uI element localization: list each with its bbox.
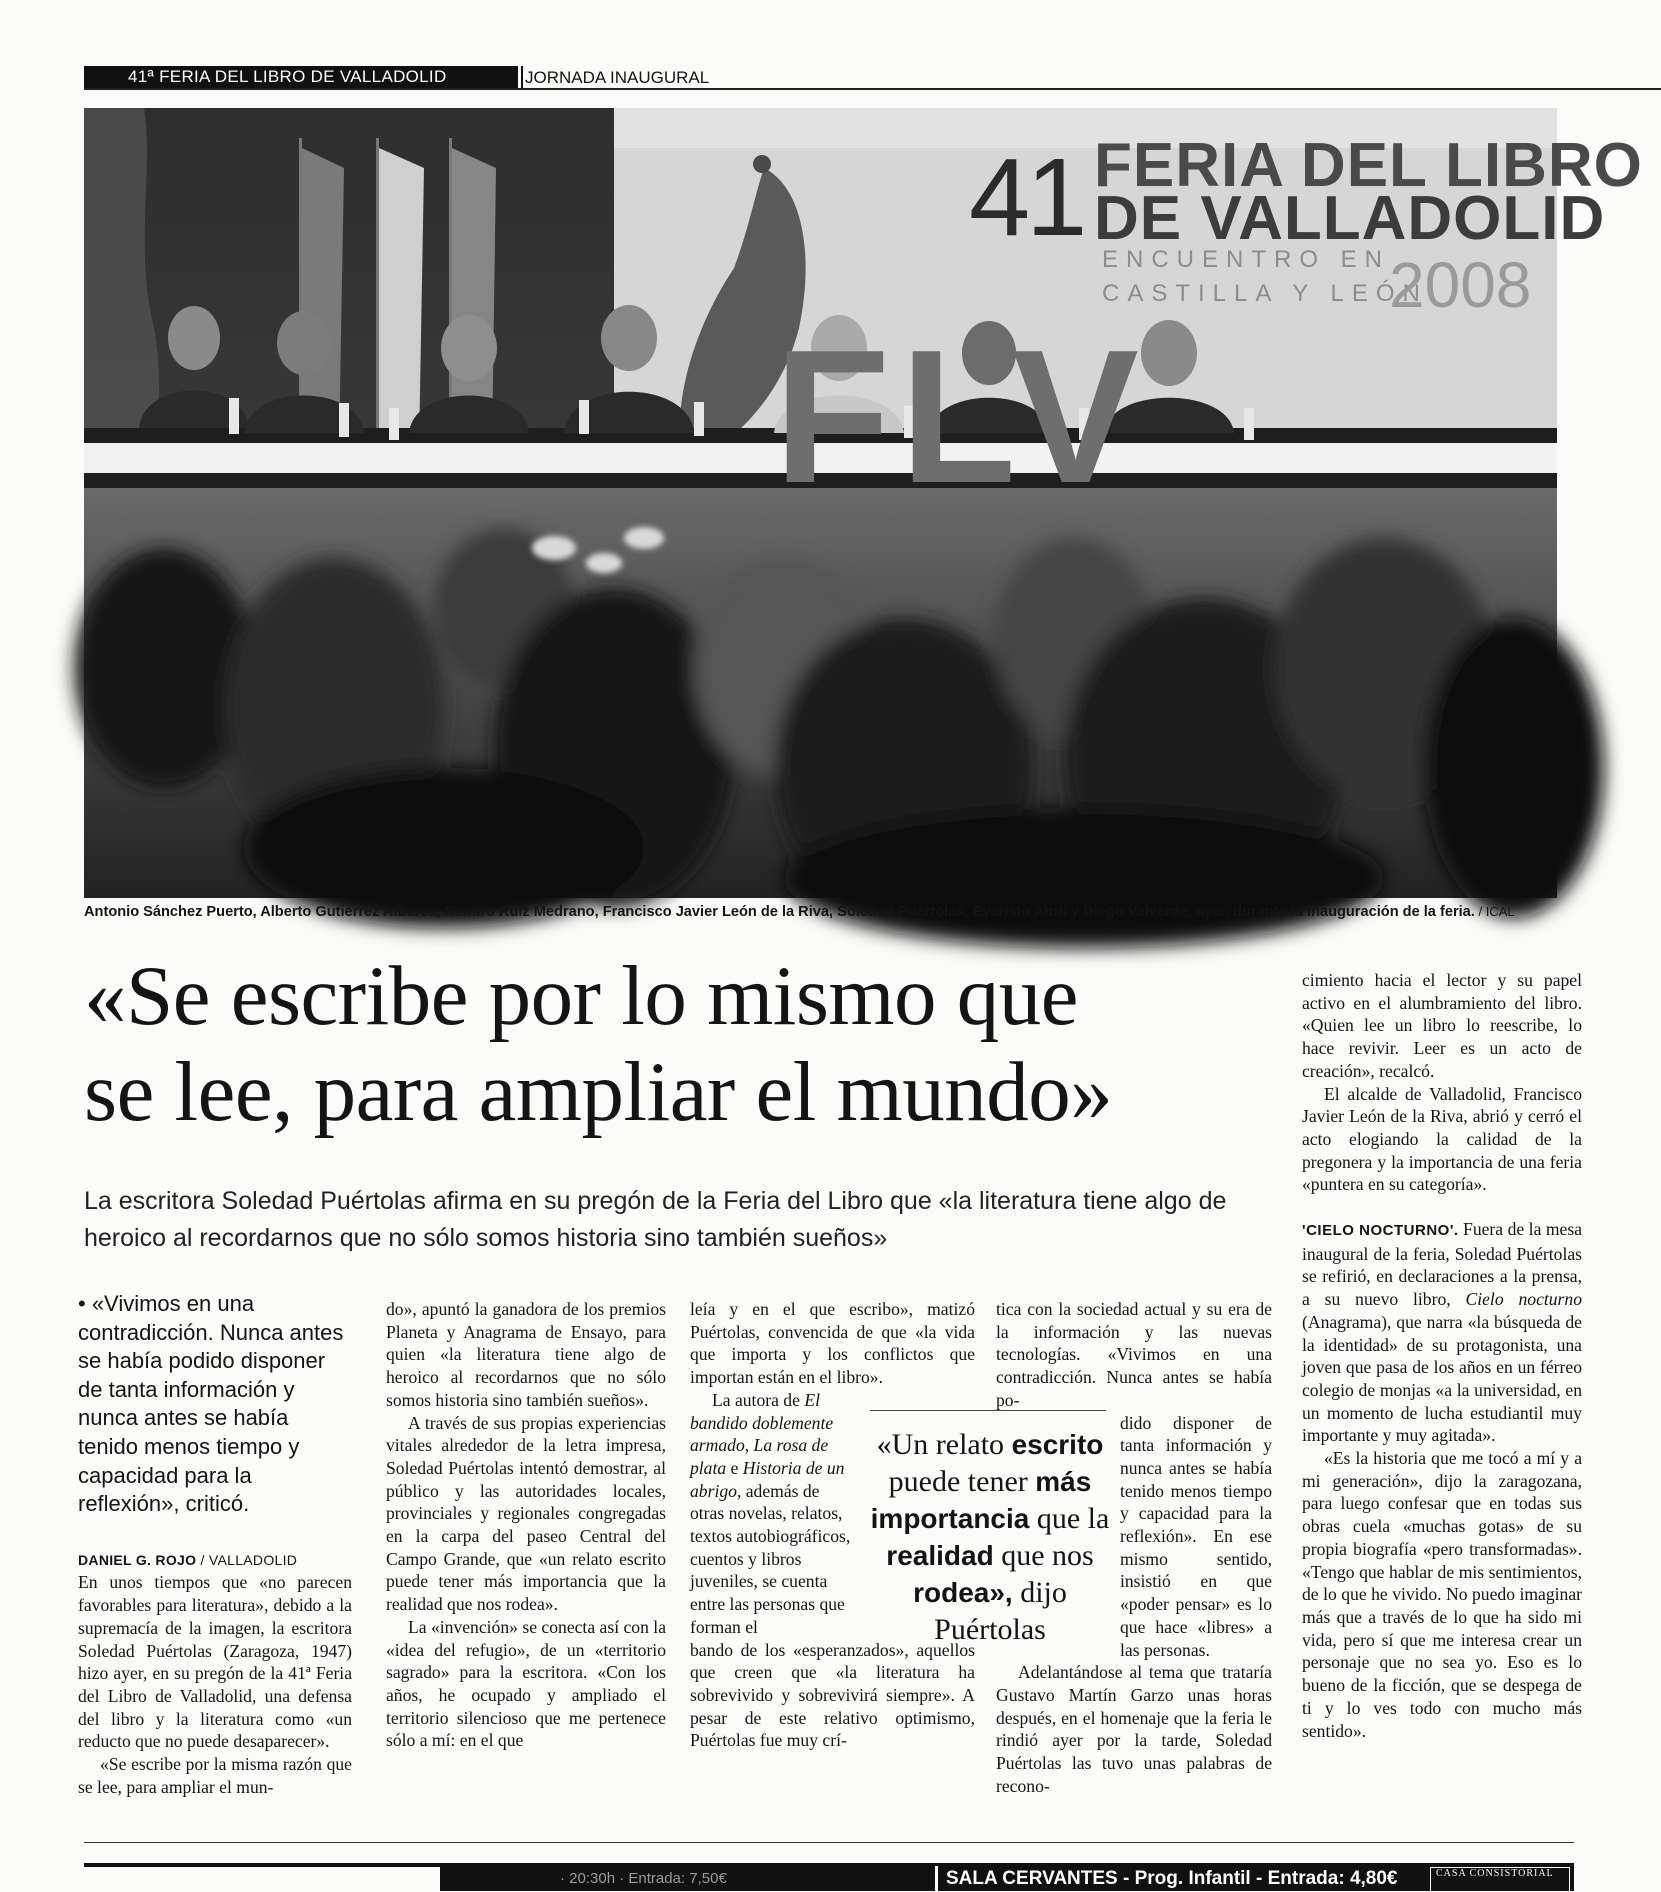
book-title: Historia de un abrigo: [690, 1457, 845, 1501]
book-title: La rosa de plata: [690, 1435, 829, 1478]
paragraph: El alcalde de Valladolid, Francisco Javier León de la Riva, abrió y cerró el acto elogiando la calidad de la pregonera y la importancia de una feria «puntera en su categoría».: [1302, 1083, 1582, 1195]
text-run: La autora de: [712, 1389, 805, 1410]
photo-credit: / ICAL: [1474, 904, 1515, 919]
paragraph: do», apuntó la ganadora de los premios Planeta y Anagrama de Ensayo, para quien «la literatura tiene algo de heroico al recordarnos que no sólo somos historia sino también sueños».: [386, 1299, 666, 1410]
footer-sala-cervantes: SALA CERVANTES - Prog. Infantil - Entrada: 4,80€: [946, 1868, 1398, 1889]
section-kicker: 'CIELO NOCTURNO'.: [1302, 1222, 1459, 1240]
byline: [78, 1549, 352, 1572]
text-run: , además de otras novelas, relatos, textos autobiográficos, cuentos y libros juveniles, se cuenta entre las personas que forman el: [690, 1480, 851, 1637]
paragraph: En unos tiempos que «no parecen favorables para literatura», debido a la supremacía de la imagen, la escritora Soledad Puértolas (Zaragoza, 1947) hizo ayer, en su pregón de la 41ª Feria del Libro de Valladolid, una defensa del libro y la literatura como «un reducto que no puede desaparecer».: [78, 1572, 352, 1752]
backdrop-event-line-1: ENCUENTRO EN: [1102, 246, 1391, 273]
paragraph: [690, 1389, 855, 1639]
paragraph: bando de los «esperanzados», aquellos que creen que «la literatura ha sobrevivido y sobrevivirá siempre». A pesar de este relativo optimismo, Puértolas fue muy crí-: [690, 1639, 975, 1751]
section-title: 41ª FERIA DEL LIBRO DE VALLADOLID: [128, 67, 447, 86]
paragraph: «Se escribe por la misma razón que se lee, para ampliar el mun-: [78, 1754, 352, 1797]
backdrop-title-line-1: FERIA DEL LIBRO: [1094, 131, 1643, 200]
photo-caption: [84, 904, 1557, 920]
backdrop-logo: FLV: [774, 311, 1149, 523]
pq-bold: realidad: [886, 1540, 994, 1571]
text-run: e: [726, 1457, 743, 1478]
pullquote-rule: [870, 1410, 1106, 1411]
paragraph: [1302, 1218, 1582, 1447]
subsection-title: JORNADA INAUGURAL: [525, 68, 710, 87]
footer-left-text: · 20:30h · Entrada: 7,50€: [560, 1870, 727, 1887]
backdrop-year: 2008: [1389, 249, 1532, 321]
paragraph: A través de sus propias experiencias vitales alrededor de la letra impresa, Soledad Puértolas intentó demostrar, al público y las autoridades locales, provinciales y regionales congregadas en la carpa del paseo Central del Campo Grande, que «un relato escrito puede tener más importancia que la realidad que nos rodea».: [386, 1412, 666, 1615]
caption-text: Antonio Sánchez Puerto, Alberto Gutiérrez Alberca, Ramiro Ruiz Medrano, Francisco Javier León de la Riva, Soledad Puértolas, Evaristo Abril y Diego Valverde, ayer, durante la inauguración de la feria.: [84, 904, 1475, 920]
photo-backdrop-text: [84, 108, 1643, 898]
paragraph: «Es la historia que me tocó a mí y a mi generación», dijo la zaragozana, para luego confesar que en todas sus obras cuela «muchas gotas» de su propia biografía «pero transformadas». «Tengo que hablar de mis sentimientos, de lo que he vivido. No puedo imaginar más que a través de lo que ha sido mi vida, pero sí que me interesa crear un personaje que no sea yo. Eso es lo bueno de la ficción, que se despega de ti y lo ves todo con mucho más sentido».: [1302, 1448, 1582, 1741]
header-divider: [521, 66, 523, 88]
backdrop-title-line-2: DE VALLADOLID: [1094, 184, 1606, 253]
book-title: El bandido doblemente armado: [690, 1389, 834, 1456]
backdrop-event-line-2: CASTILLA Y LEÓN: [1102, 280, 1428, 307]
subheadline: La escritora Soledad Puértolas afirma en su pregón de la Feria del Libro que «la literatura tiene algo de heroico al recordarnos que no sólo somos historia sino también sueños»: [84, 1187, 1227, 1252]
headline-line-2: se lee, para ampliar el mundo»: [84, 1045, 1113, 1139]
paragraph: dido disponer de tanta información y nunca antes se había tenido menos tiempo y capacidad para la reflexión». En ese mismo sentido, insistió en que «poder pensar» es lo que hace «libres» a las personas.: [1120, 1412, 1272, 1660]
article-column-5: [1302, 969, 1582, 1742]
pq-text: puede tener: [888, 1465, 1036, 1498]
header-rule: [84, 88, 1661, 90]
paragraph: La «invención» se conecta así con la «idea del refugio», de un «territorio sagrado» para la escritora. «Con los años, he ocupado y ampliado el territorio silencioso que me pertenece sólo a mí: en el que: [386, 1616, 666, 1751]
article-column-2: [386, 1298, 666, 1752]
pq-text: que nos: [993, 1539, 1094, 1572]
book-title: Cielo nocturno: [1465, 1289, 1582, 1310]
text-run: Fuera de la mesa inaugural de la feria, Soledad Puértolas se refirió, en declaraciones a la prensa, a su nuevo libro,: [1302, 1219, 1583, 1310]
inauguration-photo: [84, 108, 1643, 898]
paragraph: cimiento hacia el lector y su papel activo en el alumbramiento del libro. «Quien lee un libro lo reescribe, lo hace revivir. Leer es un acto de creación», recalcó.: [1302, 970, 1582, 1081]
pullquote: [860, 1426, 1120, 1648]
pq-text: «Un relato: [876, 1428, 1012, 1461]
footer-rule: [84, 1842, 1574, 1843]
byline-author: DANIEL G. ROJO: [78, 1551, 197, 1568]
pq-bold: más importancia: [870, 1466, 1092, 1534]
pq-text: que la: [1029, 1502, 1110, 1535]
intro-quote: • «Vivimos en una contradicción. Nunca antes se había podido disponer de tanta información y nunca antes se había tenido menos tiempo y capacidad para la reflexión», criticó.: [78, 1291, 344, 1517]
article-column-1: [78, 1290, 352, 1798]
byline-place: / VALLADOLID: [196, 1551, 298, 1568]
paragraph: leía y en el que escribo», matizó Puértolas, convencida de que «la vida que importa y los conflictos que importan están en el libro».: [690, 1299, 975, 1388]
paragraph: Adelantándose al tema que trataría Gustavo Martín Garzo unas horas después, en el homenaje que la feria le rindió ayer por la tarde, Soledad Puértolas las tuvo unas palabras de recono-: [996, 1662, 1272, 1796]
headline: [84, 948, 1264, 1140]
headline-line-1: «Se escribe por lo mismo que: [84, 949, 1079, 1043]
paragraph: tica con la sociedad actual y su era de la información y las nuevas tecnologías. «Vivimos en una contradicción. Nunca antes se había po-: [996, 1299, 1272, 1410]
pq-bold: rodea»,: [913, 1577, 1013, 1608]
footer-casa-consistorial: CASA CONSISTORIAL: [1436, 1868, 1554, 1879]
text-run: ,: [744, 1435, 754, 1456]
text-run: (Anagrama), que narra «la búsqueda de la identidad» de su protagonista, una joven que pasa de los años en un férreo colegio de monjas «a la universidad, en un momento de lucha estudiantil muy importante y muy agitada».: [1302, 1311, 1582, 1446]
backdrop-number: 41: [969, 136, 1084, 259]
pq-bold: escrito: [1011, 1429, 1104, 1460]
footer-separator: [935, 1866, 938, 1891]
pq-text: dijo Puértolas: [934, 1576, 1067, 1646]
